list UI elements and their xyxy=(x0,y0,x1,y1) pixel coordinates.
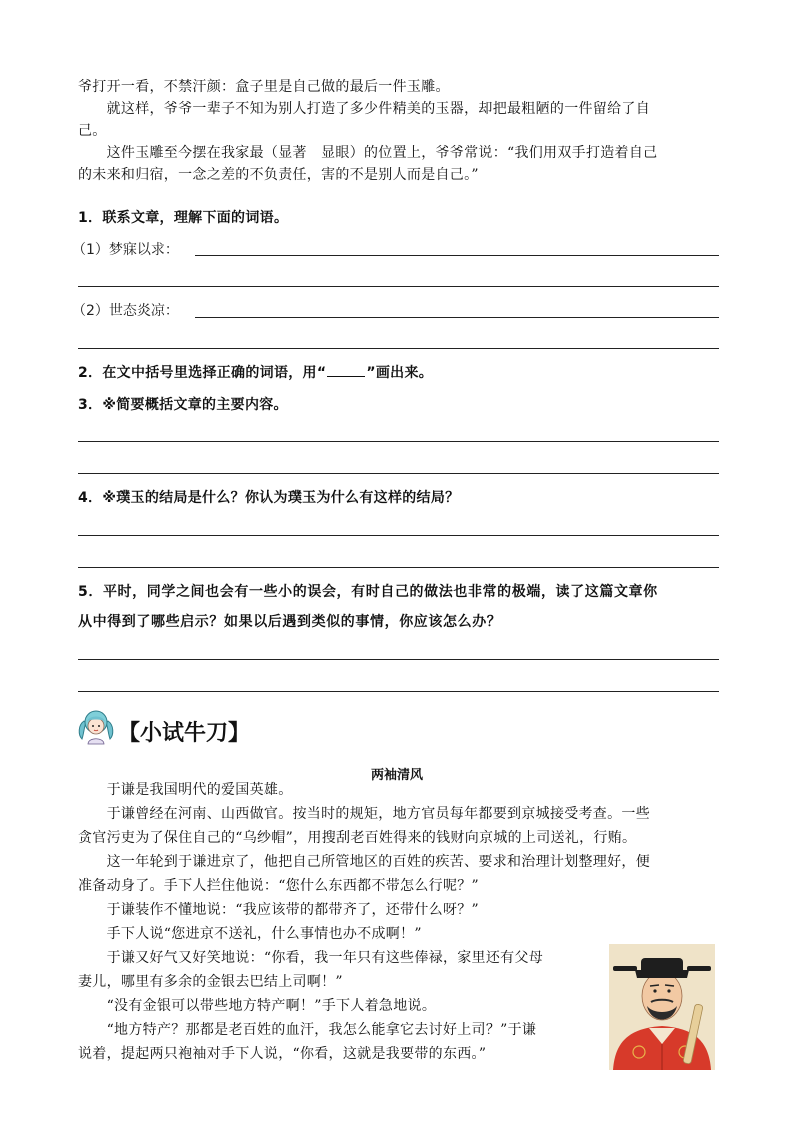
question-1-2-label: （2）世态炎凉： xyxy=(72,303,179,319)
passage-line-4: 这件玉雕至今摆在我家最（显著 显眼）的位置上，爷爷常说：“我们用双手打造着自己 xyxy=(78,145,658,161)
article-line: 于谦又好气又好笑地说：“你看，我一年只有这些俸禄，家里还有父母 xyxy=(78,950,544,966)
passage-line-5: 的未来和归宿，一念之差的不负责任，害的不是别人而是自己。” xyxy=(78,167,479,183)
question-2 xyxy=(78,363,433,383)
article-line: 贪官污吏为了保住自己的“乌纱帽”，用搜刮老百姓得来的钱财向京城的上司送礼，行贿。 xyxy=(78,830,637,846)
question-3: 3．※简要概括文章的主要内容。 xyxy=(78,397,288,413)
answer-line[interactable] xyxy=(78,348,719,349)
answer-line[interactable] xyxy=(195,317,719,318)
section-title: 【小试牛刀】 xyxy=(118,721,251,746)
article-line: 于谦是我国明代的爱国英雄。 xyxy=(78,782,293,798)
answer-line[interactable] xyxy=(78,286,719,287)
article-line: 妻儿，哪里有多余的金银去巴结上司啊！” xyxy=(78,974,343,990)
answer-line[interactable] xyxy=(78,473,719,474)
answer-line[interactable] xyxy=(195,255,719,256)
question-5-line-2: 从中得到了哪些启示？如果以后遇到类似的事情，你应该怎么办？ xyxy=(78,614,502,630)
portrait-drawing xyxy=(609,944,715,1070)
article-title: 两袖清风 xyxy=(370,768,423,783)
article-line: 准备动身了。手下人拦住他说：“您什么东西都不带怎么行呢？” xyxy=(78,878,480,894)
answer-line[interactable] xyxy=(78,441,719,442)
article-line: 于谦装作不懂地说：“我应该带的都带齐了，还带什么呀？” xyxy=(78,902,480,918)
question-1: 1．联系文章，理解下面的词语。 xyxy=(78,210,289,226)
passage-line-3: 己。 xyxy=(78,123,107,139)
cartoon-girl-icon xyxy=(76,707,116,745)
question-2-text-start: 2．在文中括号里选择正确的词语，用“ xyxy=(78,365,327,381)
article-line: “地方特产？那都是老百姓的血汗，我怎么能拿它去讨好上司？”于谦 xyxy=(78,1022,537,1038)
answer-line[interactable] xyxy=(78,567,719,568)
passage-line-2: 就这样，爷爷一辈子不知为别人打造了多少件精美的玉器，却把最粗陋的一件留给了自 xyxy=(78,101,650,117)
answer-line[interactable] xyxy=(78,659,719,660)
question-5-line-1: 5．平时，同学之间也会有一些小的误会，有时自己的做法也非常的极端，读了这篇文章你 xyxy=(78,584,658,600)
article-line: “没有金银可以带些地方特产啊！”手下人着急地说。 xyxy=(78,998,437,1014)
answer-line[interactable] xyxy=(78,691,719,692)
article-line: 手下人说“您进京不送礼，什么事情也办不成啊！” xyxy=(78,926,422,942)
underline-mark xyxy=(327,363,365,377)
article-line: 于谦曾经在河南、山西做官。按当时的规矩，地方官员每年都要到京城接受考查。一些 xyxy=(78,806,650,822)
question-2-text-end: ”画出来。 xyxy=(366,365,434,381)
question-4: 4．※璞玉的结局是什么？你认为璞玉为什么有这样的结局？ xyxy=(78,490,460,506)
passage-line-1: 爷打开一看，不禁汗颜：盒子里是自己做的最后一件玉雕。 xyxy=(78,79,450,95)
question-1-1-label: （1）梦寐以求： xyxy=(72,242,179,258)
article-line: 说着，提起两只袍袖对手下人说，“你看，这就是我要带的东西。” xyxy=(78,1046,487,1062)
article-line: 这一年轮到于谦进京了，他把自己所管地区的百姓的疾苦、要求和治理计划整理好，便 xyxy=(78,854,650,870)
yu-qian-portrait xyxy=(609,944,715,1070)
answer-line[interactable] xyxy=(78,535,719,536)
